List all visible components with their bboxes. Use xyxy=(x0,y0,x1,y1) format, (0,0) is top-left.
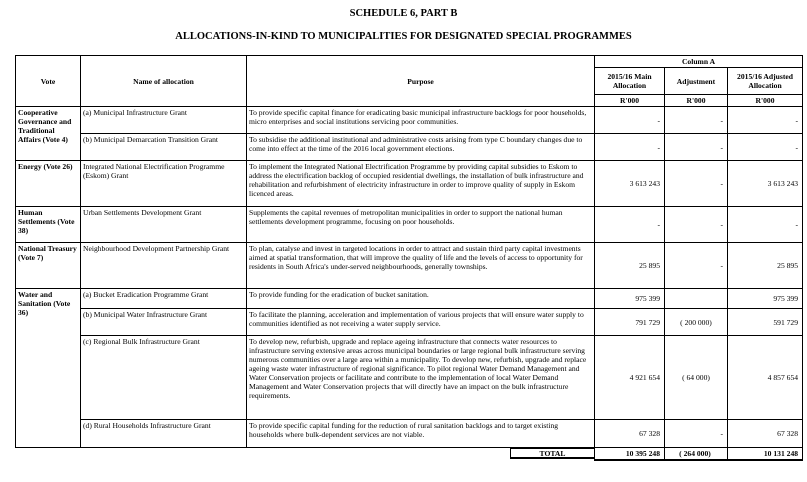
adjusted-allocation: - xyxy=(728,207,803,243)
adjustment-value: ( 200 000) xyxy=(665,309,728,336)
adjustment-value: ( 64 000) xyxy=(665,336,728,420)
main-allocation: - xyxy=(595,134,665,161)
total-adjusted: 10 131 248 xyxy=(728,448,803,461)
adjusted-allocation: 4 857 654 xyxy=(728,336,803,420)
main-allocation: 791 729 xyxy=(595,309,665,336)
total-label: TOTAL xyxy=(510,448,595,459)
adjusted-allocation: 3 613 243 xyxy=(728,161,803,207)
allocation-purpose: Supplements the capital revenues of metropolitan municipalities in order to support the national human settlements development programme, focusing on poor households. xyxy=(247,207,595,243)
col-header-adjustment: Adjustment xyxy=(665,68,728,95)
allocation-purpose: To implement the Integrated National Electrification Programme by providing capital subsidies to Eskom to address the electrification backlog of occupied residential dwellings, the installation of bulk infrastructure and rehabilitation and refurbishment of electricity infrastructure in order to improve quality of supply in Eskom licenced areas. xyxy=(247,161,595,207)
allocation-purpose: To provide specific capital funding for the reduction of rural sanitation backlogs and to target existing households where bulk-dependent services are not viable. xyxy=(247,420,595,448)
allocation-name: Urban Settlements Development Grant xyxy=(81,207,247,243)
main-allocation: - xyxy=(595,207,665,243)
allocation-name: (b) Municipal Demarcation Transition Grant xyxy=(81,134,247,161)
main-allocation: 67 328 xyxy=(595,420,665,448)
adjusted-allocation: 67 328 xyxy=(728,420,803,448)
allocation-purpose: To facilitate the planning, acceleration and implementation of various projects that will ensure water supply to communities identified as not receiving a water supply service. xyxy=(247,309,595,336)
total-adjustment: ( 264 000) xyxy=(665,448,728,461)
table-row xyxy=(16,107,803,134)
schedule-heading: SCHEDULE 6, PART B xyxy=(349,8,458,19)
vote-cell: Cooperative Governance and Traditional Affairs (Vote 4) xyxy=(16,107,81,161)
table-row xyxy=(16,207,803,243)
allocation-name: (a) Bucket Eradication Programme Grant xyxy=(81,289,247,309)
main-allocation: 3 613 243 xyxy=(595,161,665,207)
table-row xyxy=(16,336,803,420)
main-allocation: 25 895 xyxy=(595,243,665,289)
table-row xyxy=(16,420,803,448)
allocation-name: (c) Regional Bulk Infrastructure Grant xyxy=(81,336,247,420)
adjusted-allocation: - xyxy=(728,134,803,161)
unit-label-main: R'000 xyxy=(595,95,665,107)
adjustment-value: - xyxy=(665,420,728,448)
allocations-table xyxy=(15,55,803,461)
vote-cell: National Treasury (Vote 7) xyxy=(16,243,81,289)
allocation-name: Integrated National Electrification Programme (Eskom) Grant xyxy=(81,161,247,207)
schedule-title: ALLOCATIONS-IN-KIND TO MUNICIPALITIES FOR DESIGNATED SPECIAL PROGRAMMES xyxy=(175,31,632,42)
allocation-purpose: To provide funding for the eradication of bucket sanitation. xyxy=(247,289,595,309)
allocation-name: (a) Municipal Infrastructure Grant xyxy=(81,107,247,134)
table-row xyxy=(16,243,803,289)
allocation-purpose: To subsidise the additional institutional and administrative costs arising from type C boundary changes due to come into effect at the time of the 2016 local government elections. xyxy=(247,134,595,161)
allocation-purpose: To plan, catalyse and invest in targeted locations in order to attract and sustain third party capital investments aimed at spatial transformation, that will improve the quality of life and the levels of access to opportunity for residents in South Africa's under-served neighbourhoods, generally townships. xyxy=(247,243,595,289)
adjustment-value: - xyxy=(665,161,728,207)
allocation-name: Neighbourhood Development Partnership Grant xyxy=(81,243,247,289)
col-header-vote: Vote xyxy=(16,56,81,107)
allocation-name: (d) Rural Households Infrastructure Grant xyxy=(81,420,247,448)
allocation-name: (b) Municipal Water Infrastructure Grant xyxy=(81,309,247,336)
table-row xyxy=(16,289,803,309)
unit-label-adjustment: R'000 xyxy=(665,95,728,107)
col-header-name: Name of allocation xyxy=(81,56,247,107)
table-row xyxy=(16,134,803,161)
main-allocation: 4 921 654 xyxy=(595,336,665,420)
main-allocation: 975 399 xyxy=(595,289,665,309)
table-row xyxy=(16,161,803,207)
main-allocation: - xyxy=(595,107,665,134)
allocation-purpose: To develop new, refurbish, upgrade and replace ageing infrastructure that connects water resources to infrastructure serving extensive areas across municipal boundaries or large regional bulk infrastructure serving numerous communities over a large area within a municipality. To develop new, refurbish, upgrade and replace ageing waste water infrastructure of regional significance. To pilot regional Water Demand Management and Water Conservation projects or facilitate and contribute to the implementation of local Water Demand Management and Water Conservation projects that will directly have an impact on the bulk infrastructure requirements. xyxy=(247,336,595,420)
total-row xyxy=(16,448,803,461)
adjustment-value: - xyxy=(665,243,728,289)
adjusted-allocation: 25 895 xyxy=(728,243,803,289)
adjustment-value xyxy=(665,289,728,309)
table-row xyxy=(16,309,803,336)
adjusted-allocation: 975 399 xyxy=(728,289,803,309)
vote-cell: Human Settlements (Vote 38) xyxy=(16,207,81,243)
col-header-adjusted: 2015/16 Adjusted Allocation xyxy=(728,68,803,95)
adjusted-allocation: - xyxy=(728,107,803,134)
adjustment-value: - xyxy=(665,207,728,243)
total-main: 10 395 248 xyxy=(595,448,665,461)
unit-label-adjusted: R'000 xyxy=(728,95,803,107)
allocation-purpose: To provide specific capital finance for eradicating basic municipal infrastructure backlogs for poor households, micro enterprises and social institutions servicing poor communities. xyxy=(247,107,595,134)
vote-cell: Energy (Vote 26) xyxy=(16,161,81,207)
col-header-purpose: Purpose xyxy=(247,56,595,107)
col-header-main: 2015/16 Main Allocation xyxy=(595,68,665,95)
vote-cell: Water and Sanitation (Vote 36) xyxy=(16,289,81,448)
adjustment-value: - xyxy=(665,134,728,161)
col-header-group: Column A xyxy=(595,56,803,68)
adjusted-allocation: 591 729 xyxy=(728,309,803,336)
adjustment-value: - xyxy=(665,107,728,134)
